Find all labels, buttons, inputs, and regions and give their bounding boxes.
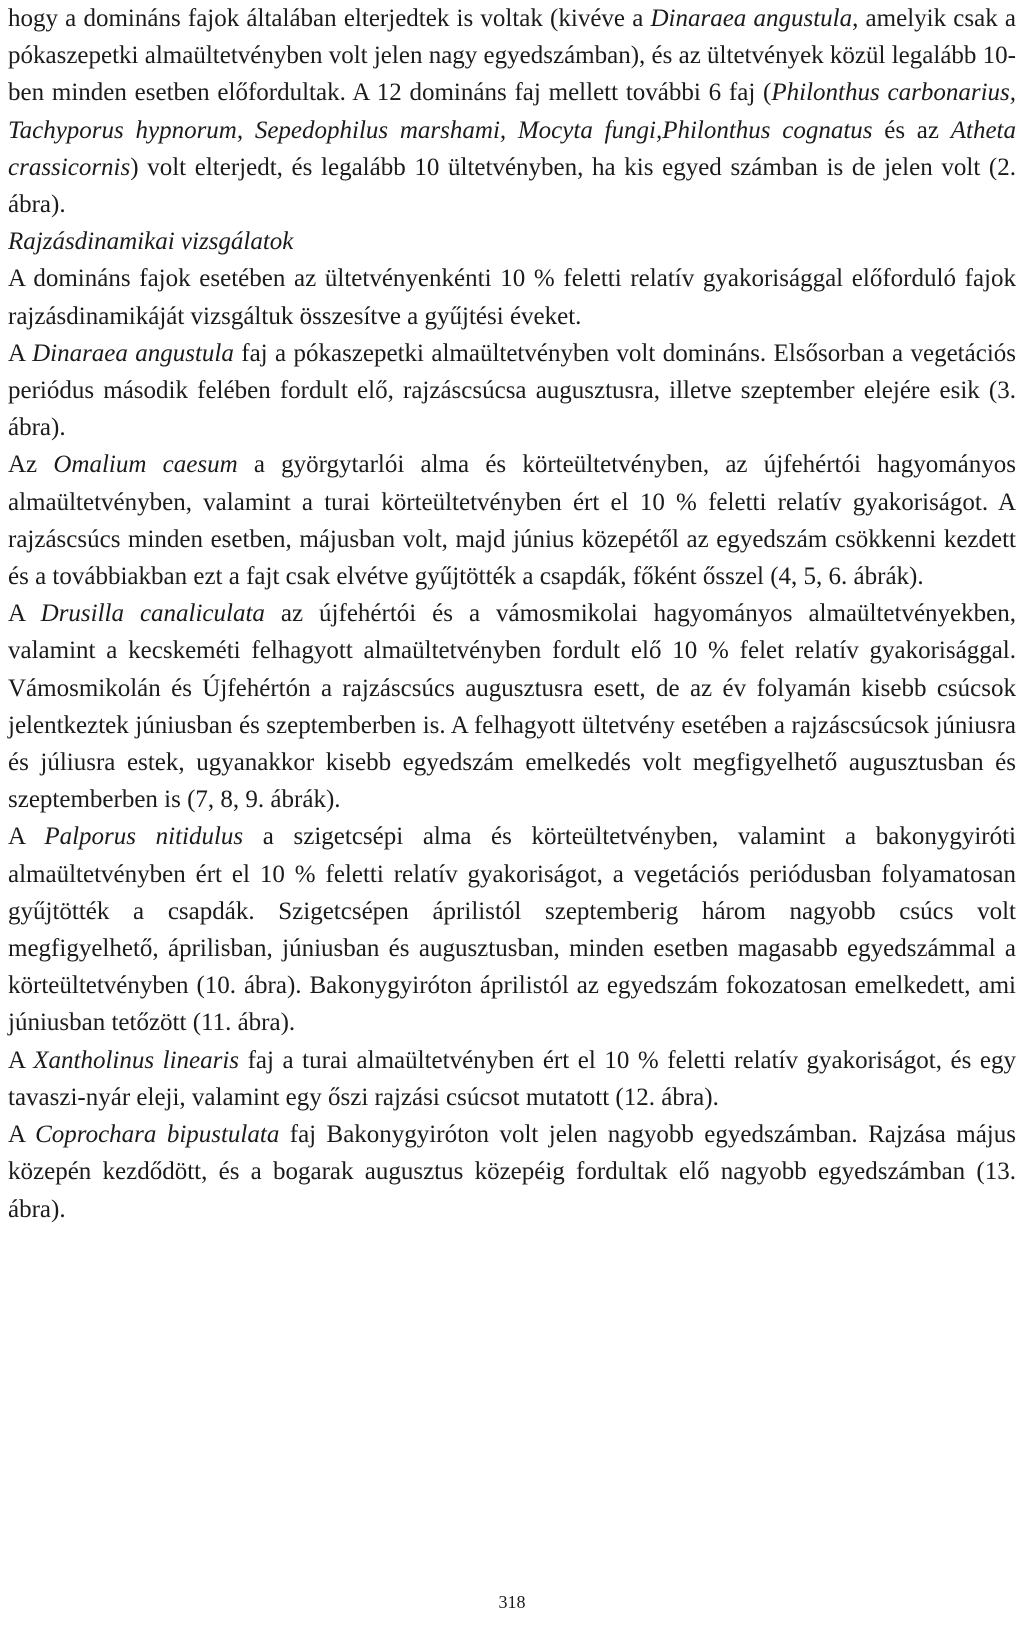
text-segment: faj a turai almaültetvényben ért el 10 % feletti relatív gyakoriságot, és egy tavaszi-nyár eleji, valamint egy őszi rajzási csúcsot mutatott (12. ábra). xyxy=(8,1046,1016,1111)
paragraph xyxy=(8,595,1016,818)
paragraph xyxy=(8,1116,1016,1228)
paragraph xyxy=(8,818,1016,1041)
paragraph xyxy=(8,0,1016,223)
section-heading xyxy=(8,223,1016,260)
paragraph xyxy=(8,335,1016,447)
species-name: Omalium caesum xyxy=(53,451,238,479)
text-segment: Az xyxy=(8,451,54,479)
species-name: Philonthus carbonarius, Tachyporus hypnorum, Sepedophilus marshami, Mocyta fungi,Philonthus cognatus xyxy=(8,79,1016,144)
text-segment: az újfehértói és a vámosmikolai hagyományos almaültetvényekben, valamint a kecskeméti felhagyott almaültetvényben fordult elő 10 % felet relatív gyakorisággal. Vámosmikolán és Újfehértón a rajzáscsúcs augusztusra esett, de az év folyamán kisebb csúcsok jelentkeztek júniusban és szeptemberben is. A felhagyott ültetvény esetében a rajzáscsúcsok júniusra és júliusra estek, ugyanakkor kisebb egyedszám emelkedés volt megfigyelhető augusztusban és szeptemberben is (7, 8, 9. ábrák). xyxy=(8,600,1017,814)
page-number: 318 xyxy=(498,1592,526,1612)
paragraph xyxy=(8,446,1016,595)
body-text xyxy=(8,0,1016,1228)
text-segment: A xyxy=(8,1046,34,1074)
species-name: Dinaraea angustula xyxy=(32,339,234,367)
text-segment: faj a pókaszepetki almaültetvényben volt domináns. Elsősorban a vegetációs periódus második felében fordult elő, rajzáscsúcsa augusztusra, illetve szeptember elejére esik (3. ábra). xyxy=(8,339,1016,442)
text-segment: faj Bakonygyiróton volt jelen nagyobb egyedszámban. Rajzása május közepén kezdődött, és a bogarak augusztus közepéig fordultak elő nagyobb egyedszámban (13. ábra). xyxy=(8,1121,1016,1223)
paragraph xyxy=(8,1042,1016,1116)
species-name: Palporus nitidulus xyxy=(44,823,244,851)
text-segment: A xyxy=(8,600,41,628)
paragraph xyxy=(8,260,1016,334)
text-segment: A xyxy=(8,823,45,851)
species-name: Atheta crassicornis xyxy=(8,116,1016,181)
text-segment: a szigetcsépi alma és körteültetvényben, valamint a bakonygyiróti almaültetvényben ért el 10 % feletti relatív gyakoriságot, a vegetációs periódusban folyamatosan gyűjtötték a csapdák. Szigetcsépen áprilistól szeptemberig három nagyobb csúcs volt megfigyelhető, áprilisban, júniusban és augusztusban, minden esetben magasabb egyedszámmal a körteültetvényben (10. ábra). Bakonygyiróton áprilistól az egyedszám fokozatosan emelkedett, ami júniusban tetőzött (11. ábra). xyxy=(8,823,1016,1037)
species-name: Dinaraea angustula xyxy=(650,5,853,32)
text-segment: A xyxy=(8,1121,36,1149)
species-name: Drusilla canaliculata xyxy=(40,600,265,628)
species-name: Rajzásdinamikai vizsgálatok xyxy=(8,228,294,256)
species-name: Xantholinus linearis xyxy=(33,1046,240,1074)
document-page xyxy=(8,0,1016,1228)
text-segment: hogy a domináns fajok általában elterjedtek is voltak (kivéve a xyxy=(8,5,651,32)
text-segment: a györgytarlói alma és körteültetvényben, az újfehértói hagyományos almaültetvényben, valamint a turai körteültetvényben ért el 10 % feletti relatív gyakoriságot. A rajzáscsúcs minden esetben, májusban volt, majd június közepétől az egyedszám csökkenni kezdett és a továbbiakban ezt a fajt csak elvétve gyűjtötték a csapdák, főként ősszel (4, 5, 6. ábrák). xyxy=(8,451,1016,591)
species-name: Coprochara bipustulata xyxy=(35,1121,280,1149)
text-segment: A domináns fajok esetében az ültetvényenkénti 10 % feletti relatív gyakorisággal előforduló fajok rajzásdinamikáját vizsgáltuk összesítve a gyűjtési éveket. xyxy=(8,265,1016,330)
text-segment: , amelyik csak a pókaszepetki almaültetvényben volt jelen nagy egyedszámban), és az ültetvények közül legalább 10-ben minden esetben előfordultak. A 12 domináns faj mellett további 6 faj ( xyxy=(8,5,1016,107)
text-segment: és az xyxy=(872,116,951,144)
text-segment: ) volt elterjedt, és legalább 10 ültetvényben, ha kis egyed számban is de jelen volt (2. ábra). xyxy=(8,153,1016,219)
text-segment: A xyxy=(8,339,33,367)
